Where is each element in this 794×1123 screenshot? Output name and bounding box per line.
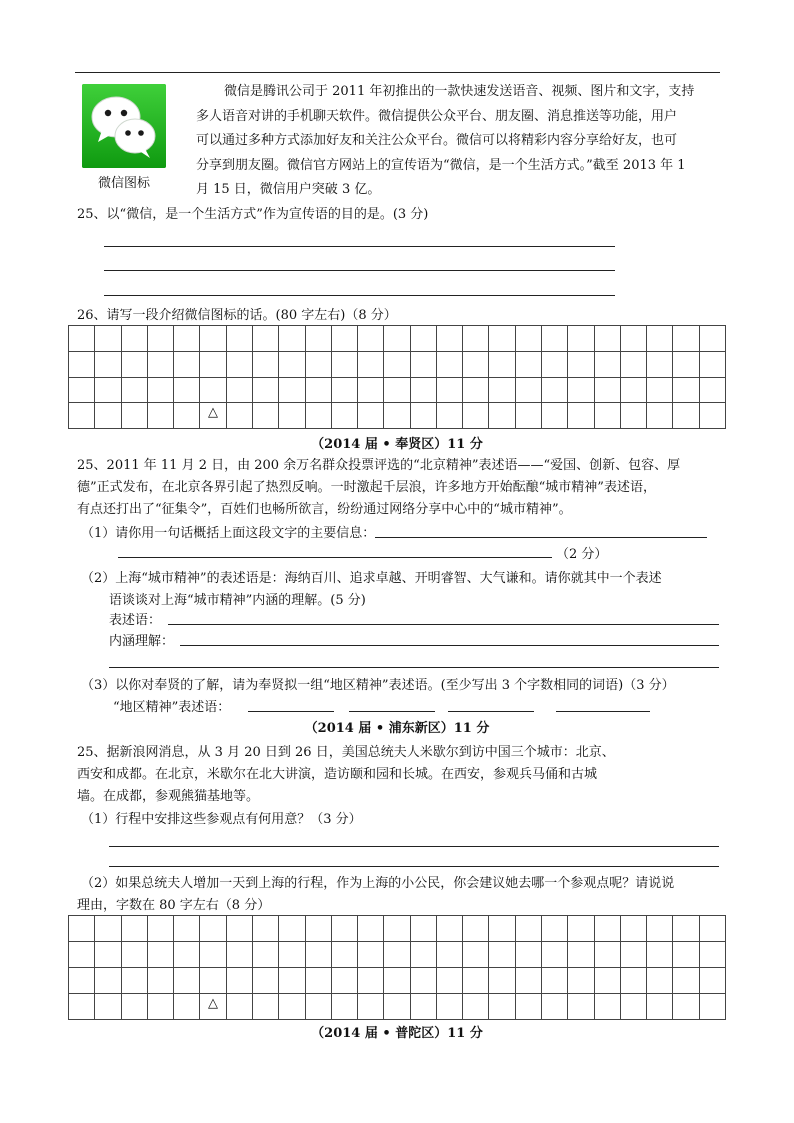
grid-cell[interactable]: [358, 968, 384, 994]
grid-cell[interactable]: [200, 326, 226, 352]
grid-cell[interactable]: [568, 942, 594, 968]
s3-question-1: （1）行程中安排这些参观点有何用意？（3 分）: [81, 812, 362, 827]
grid-cell[interactable]: [516, 403, 542, 429]
grid-cell[interactable]: [253, 942, 279, 968]
grid-cell[interactable]: [306, 942, 332, 968]
grid-cell[interactable]: [227, 403, 253, 429]
grid-cell[interactable]: [621, 968, 647, 994]
grid-cell[interactable]: [700, 942, 726, 968]
grid-cell[interactable]: [542, 326, 568, 352]
meaning-input-line[interactable]: [180, 645, 719, 646]
s2-q1-score: （2 分）: [556, 547, 608, 562]
grid-cell[interactable]: [411, 326, 437, 352]
grid-cell[interactable]: [174, 968, 200, 994]
grid-cell[interactable]: [122, 403, 148, 429]
grid-cell[interactable]: [306, 403, 332, 429]
grid-cell[interactable]: [647, 942, 673, 968]
grid-cell[interactable]: [253, 994, 279, 1020]
grid-cell[interactable]: [332, 403, 358, 429]
s2-paragraph-line: 25、2011 年 11 月 2 日，由 200 余万名群众投票评选的“北京精神”表述语——“爱国、创新、包容、厚: [77, 458, 681, 473]
grid-cell[interactable]: [332, 352, 358, 378]
grid-cell[interactable]: [358, 994, 384, 1020]
answer-line[interactable]: [109, 667, 719, 668]
grid-cell[interactable]: [227, 352, 253, 378]
grid-cell[interactable]: [148, 378, 174, 404]
grid-cell[interactable]: [673, 378, 699, 404]
grid-cell[interactable]: [384, 994, 410, 1020]
s2-question-3: （3）以你对奉贤的了解，请为奉贤拟一组“地区精神”表述语。(至少写出 3 个字数相同的词语)（3 分）: [81, 678, 675, 693]
grid-cell[interactable]: [332, 916, 358, 942]
region-spirit-label: “地区精神”表述语：: [113, 700, 231, 715]
grid-cell[interactable]: [148, 994, 174, 1020]
grid-cell[interactable]: [595, 403, 621, 429]
writing-grid[interactable]: [68, 325, 726, 429]
grid-cell[interactable]: [279, 326, 305, 352]
grid-cell[interactable]: [69, 994, 95, 1020]
grid-cell[interactable]: [122, 326, 148, 352]
grid-cell[interactable]: [306, 352, 332, 378]
grid-cell[interactable]: [595, 326, 621, 352]
grid-cell[interactable]: [253, 326, 279, 352]
intro-paragraph: [196, 80, 721, 203]
grid-cell[interactable]: [595, 968, 621, 994]
grid-cell[interactable]: [542, 942, 568, 968]
grid-cell[interactable]: [95, 916, 121, 942]
grid-cell[interactable]: [647, 916, 673, 942]
answer-line[interactable]: [104, 246, 615, 247]
grid-cell[interactable]: [227, 326, 253, 352]
grid-cell[interactable]: [542, 994, 568, 1020]
grid-cell[interactable]: [306, 994, 332, 1020]
grid-cell[interactable]: [200, 378, 226, 404]
grid-cell[interactable]: [148, 352, 174, 378]
grid-cell[interactable]: [384, 942, 410, 968]
grid-cell[interactable]: [489, 968, 515, 994]
grid-cell[interactable]: [332, 326, 358, 352]
grid-cell[interactable]: [227, 942, 253, 968]
grid-cell[interactable]: [174, 942, 200, 968]
grid-cell[interactable]: [516, 994, 542, 1020]
grid-cell[interactable]: [358, 378, 384, 404]
grid-cell[interactable]: [647, 994, 673, 1020]
grid-cell[interactable]: [621, 378, 647, 404]
answer-blank[interactable]: [448, 711, 534, 712]
grid-cell[interactable]: [306, 378, 332, 404]
grid-cell[interactable]: [279, 403, 305, 429]
grid-cell[interactable]: [411, 916, 437, 942]
grid-cell[interactable]: [437, 352, 463, 378]
grid-cell[interactable]: [437, 942, 463, 968]
grid-cell[interactable]: [489, 326, 515, 352]
meaning-label: 内涵理解：: [109, 634, 175, 649]
grid-cell[interactable]: [463, 403, 489, 429]
grid-cell[interactable]: [437, 916, 463, 942]
grid-cell[interactable]: [673, 916, 699, 942]
grid-cell[interactable]: [647, 352, 673, 378]
grid-cell[interactable]: [279, 968, 305, 994]
grid-cell[interactable]: [568, 968, 594, 994]
grid-cell[interactable]: [411, 378, 437, 404]
grid-cell[interactable]: [200, 352, 226, 378]
grid-cell[interactable]: [227, 968, 253, 994]
grid-cell[interactable]: [700, 403, 726, 429]
grid-cell[interactable]: [647, 378, 673, 404]
grid-cell[interactable]: [568, 352, 594, 378]
grid-cell[interactable]: [437, 968, 463, 994]
grid-cell[interactable]: [148, 403, 174, 429]
intro-line: 月 15 日，微信用户突破 3 亿。: [196, 182, 381, 197]
grid-cell[interactable]: [700, 352, 726, 378]
section-heading-pudong: （2014 届 • 浦东新区）11 分: [304, 721, 490, 736]
grid-cell[interactable]: [621, 994, 647, 1020]
grid-cell[interactable]: [122, 916, 148, 942]
grid-cell[interactable]: [673, 942, 699, 968]
grid-cell[interactable]: [174, 352, 200, 378]
grid-cell[interactable]: [647, 326, 673, 352]
grid-cell[interactable]: [200, 994, 226, 1020]
grid-cell[interactable]: [411, 942, 437, 968]
grid-cell[interactable]: [227, 378, 253, 404]
grid-cell[interactable]: [384, 968, 410, 994]
grid-cell[interactable]: [358, 403, 384, 429]
s3-question-2: 理由，字数在 80 字左右（8 分）: [77, 898, 271, 913]
grid-cell[interactable]: [516, 378, 542, 404]
intro-line: 多人语音对讲的手机聊天软件。微信提供公众平台、朋友圈、消息推送等功能，用户: [196, 108, 678, 124]
logo-caption: 微信图标: [97, 176, 150, 191]
grid-cell[interactable]: [621, 403, 647, 429]
grid-cell[interactable]: [542, 403, 568, 429]
grid-cell[interactable]: [700, 916, 726, 942]
grid-cell[interactable]: [69, 968, 95, 994]
grid-cell[interactable]: [568, 916, 594, 942]
grid-cell[interactable]: [568, 326, 594, 352]
grid-cell[interactable]: [700, 994, 726, 1020]
grid-cell[interactable]: [437, 326, 463, 352]
grid-cell[interactable]: [411, 352, 437, 378]
grid-cell[interactable]: [542, 968, 568, 994]
grid-cell[interactable]: [306, 916, 332, 942]
grid-cell[interactable]: [673, 994, 699, 1020]
grid-cell[interactable]: [200, 916, 226, 942]
grid-cell[interactable]: [358, 352, 384, 378]
grid-cell[interactable]: [69, 352, 95, 378]
grid-cell[interactable]: [69, 916, 95, 942]
grid-cell[interactable]: [568, 378, 594, 404]
s3-question-2: （2）如果总统夫人增加一天到上海的行程，作为上海的小公民，你会建议她去哪一个参观点呢？请说说: [81, 876, 675, 891]
grid-cell[interactable]: [489, 352, 515, 378]
grid-cell[interactable]: [489, 378, 515, 404]
s2-paragraph-line: 德”正式发布，在北京各界引起了热烈反响。一时激起千层浪，许多地方开始酝酿“城市精神”表述语，: [77, 480, 656, 495]
grid-cell[interactable]: [332, 378, 358, 404]
grid-cell[interactable]: [148, 942, 174, 968]
grid-cell[interactable]: [621, 942, 647, 968]
grid-cell[interactable]: [174, 994, 200, 1020]
grid-cell[interactable]: [647, 403, 673, 429]
grid-cell[interactable]: [95, 326, 121, 352]
grid-cell[interactable]: [384, 403, 410, 429]
grid-cell[interactable]: [516, 916, 542, 942]
grid-cell[interactable]: [200, 403, 226, 429]
grid-cell[interactable]: [384, 916, 410, 942]
grid-cell[interactable]: [437, 994, 463, 1020]
grid-cell[interactable]: [463, 994, 489, 1020]
answer-line[interactable]: [109, 846, 719, 847]
grid-cell[interactable]: [621, 916, 647, 942]
grid-cell[interactable]: [332, 968, 358, 994]
grid-cell[interactable]: [621, 326, 647, 352]
grid-cell[interactable]: [279, 352, 305, 378]
grid-cell[interactable]: [358, 326, 384, 352]
answer-line[interactable]: [104, 270, 615, 271]
grid-cell[interactable]: [122, 378, 148, 404]
answer-line[interactable]: [109, 866, 719, 867]
writing-grid[interactable]: [68, 915, 726, 1020]
grid-cell[interactable]: [95, 352, 121, 378]
grid-cell[interactable]: [253, 968, 279, 994]
answer-blank[interactable]: [556, 711, 650, 712]
grid-cell[interactable]: [174, 378, 200, 404]
grid-cell[interactable]: [227, 916, 253, 942]
grid-cell[interactable]: [253, 352, 279, 378]
grid-cell[interactable]: [358, 942, 384, 968]
grid-cell[interactable]: [542, 352, 568, 378]
grid-cell[interactable]: [95, 378, 121, 404]
grid-cell[interactable]: [595, 916, 621, 942]
grid-cell[interactable]: [568, 994, 594, 1020]
grid-cell[interactable]: [358, 916, 384, 942]
grid-cell[interactable]: [95, 968, 121, 994]
grid-cell[interactable]: [516, 326, 542, 352]
answer-line[interactable]: [104, 295, 615, 296]
grid-cell[interactable]: [542, 916, 568, 942]
header-rule: [75, 72, 720, 73]
grid-cell[interactable]: [621, 352, 647, 378]
grid-cell[interactable]: [463, 326, 489, 352]
grid-cell[interactable]: [384, 326, 410, 352]
triangle-marker: △: [208, 996, 219, 1011]
grid-cell[interactable]: [200, 942, 226, 968]
question-25-wechat: 25、以“微信，是一个生活方式”作为宣传语的目的是。(3 分): [77, 207, 429, 222]
grid-cell[interactable]: [306, 326, 332, 352]
grid-cell[interactable]: [516, 942, 542, 968]
grid-cell[interactable]: [384, 352, 410, 378]
question-26: 26、请写一段介绍微信图标的话。(80 字左右)（8 分）: [77, 308, 397, 323]
grid-cell[interactable]: [69, 942, 95, 968]
s2-question-2: （2）上海“城市精神”的表述语是：海纳百川、追求卓越、开明睿智、大气谦和。请你就其中一个表述: [81, 571, 662, 586]
grid-cell[interactable]: [489, 916, 515, 942]
grid-cell[interactable]: [516, 352, 542, 378]
grid-cell[interactable]: [95, 994, 121, 1020]
section-heading-fengxian: （2014 届 • 奉贤区）11 分: [311, 437, 483, 452]
grid-cell[interactable]: [595, 352, 621, 378]
grid-cell[interactable]: [542, 378, 568, 404]
grid-cell[interactable]: [253, 916, 279, 942]
section-heading-putuo: （2014 届 • 普陀区）11 分: [311, 1026, 483, 1041]
grid-cell[interactable]: [69, 326, 95, 352]
grid-cell[interactable]: [463, 378, 489, 404]
grid-cell[interactable]: [122, 968, 148, 994]
grid-cell[interactable]: [279, 994, 305, 1020]
s2-paragraph-line: 有点还打出了“征集令”，百姓们也畅所欲言，纷纷通过网络分享中心中的“城市精神”。: [77, 502, 572, 517]
grid-cell[interactable]: [489, 942, 515, 968]
grid-cell[interactable]: [279, 916, 305, 942]
s2-question-2: 语谈谈对上海“城市精神”内涵的理解。(5 分): [109, 593, 366, 608]
grid-cell[interactable]: [595, 942, 621, 968]
grid-cell[interactable]: [148, 326, 174, 352]
grid-cell[interactable]: [69, 403, 95, 429]
grid-cell[interactable]: [489, 403, 515, 429]
grid-cell[interactable]: [253, 378, 279, 404]
grid-cell[interactable]: [384, 378, 410, 404]
grid-cell[interactable]: [700, 968, 726, 994]
grid-cell[interactable]: [122, 352, 148, 378]
grid-cell[interactable]: [437, 403, 463, 429]
grid-cell[interactable]: [673, 403, 699, 429]
intro-line: 微信是腾讯公司于 2011 年初推出的一款快速发送语音、视频、图片和文字，支持: [224, 84, 695, 99]
grid-cell[interactable]: [148, 916, 174, 942]
answer-blank[interactable]: [349, 711, 435, 712]
grid-cell[interactable]: [279, 942, 305, 968]
grid-cell[interactable]: [463, 352, 489, 378]
grid-cell[interactable]: [95, 942, 121, 968]
grid-cell[interactable]: [122, 942, 148, 968]
grid-cell[interactable]: [673, 326, 699, 352]
grid-cell[interactable]: [673, 968, 699, 994]
grid-cell[interactable]: [463, 942, 489, 968]
grid-cell[interactable]: [332, 994, 358, 1020]
grid-cell[interactable]: [69, 378, 95, 404]
grid-cell[interactable]: [568, 403, 594, 429]
s3-paragraph-line: 西安和成都。在北京，米歇尔在北大讲演，造访颐和园和长城。在西安，参观兵马俑和古城: [77, 767, 598, 782]
grid-cell[interactable]: [411, 403, 437, 429]
grid-cell[interactable]: [595, 994, 621, 1020]
grid-cell[interactable]: [411, 968, 437, 994]
grid-cell[interactable]: [174, 916, 200, 942]
grid-cell[interactable]: [122, 994, 148, 1020]
expression-input-line[interactable]: [168, 624, 719, 625]
grid-cell[interactable]: [332, 942, 358, 968]
s2-question-1: （1）请你用一句话概括上面这段文字的主要信息：: [81, 526, 376, 541]
grid-cell[interactable]: [174, 403, 200, 429]
grid-cell[interactable]: [148, 968, 174, 994]
grid-cell[interactable]: [463, 916, 489, 942]
grid-cell[interactable]: [200, 968, 226, 994]
grid-cell[interactable]: [673, 352, 699, 378]
grid-cell[interactable]: [595, 378, 621, 404]
triangle-marker: △: [208, 405, 219, 421]
grid-cell[interactable]: [253, 403, 279, 429]
intro-line: 分享到朋友圈。微信官方网站上的宣传语为“微信，是一个生活方式。”截至 2013 年 1: [196, 157, 686, 173]
wechat-logo-icon: [82, 84, 166, 168]
grid-cell[interactable]: [174, 326, 200, 352]
grid-cell[interactable]: [463, 968, 489, 994]
grid-cell[interactable]: [411, 994, 437, 1020]
grid-cell[interactable]: [647, 968, 673, 994]
grid-cell[interactable]: [489, 994, 515, 1020]
grid-cell[interactable]: [700, 326, 726, 352]
answer-line[interactable]: [375, 537, 707, 538]
grid-cell[interactable]: [516, 968, 542, 994]
s3-paragraph-line: 25、据新浪网消息，从 3 月 20 日到 26 日，美国总统夫人米歇尔到访中国三个城市：北京、: [77, 745, 615, 760]
grid-cell[interactable]: [227, 994, 253, 1020]
grid-cell[interactable]: [437, 378, 463, 404]
grid-cell[interactable]: [279, 378, 305, 404]
expression-label: 表述语：: [109, 613, 162, 628]
intro-line: 可以通过多种方式添加好友和关注公众平台。微信可以将精彩内容分享给好友，也可: [196, 133, 678, 148]
answer-line[interactable]: [118, 557, 552, 558]
grid-cell[interactable]: [306, 968, 332, 994]
grid-cell[interactable]: [700, 378, 726, 404]
answer-blank[interactable]: [248, 711, 334, 712]
grid-cell[interactable]: [95, 403, 121, 429]
s3-paragraph-line: 墙。在成都，参观熊猫基地等。: [77, 789, 260, 804]
